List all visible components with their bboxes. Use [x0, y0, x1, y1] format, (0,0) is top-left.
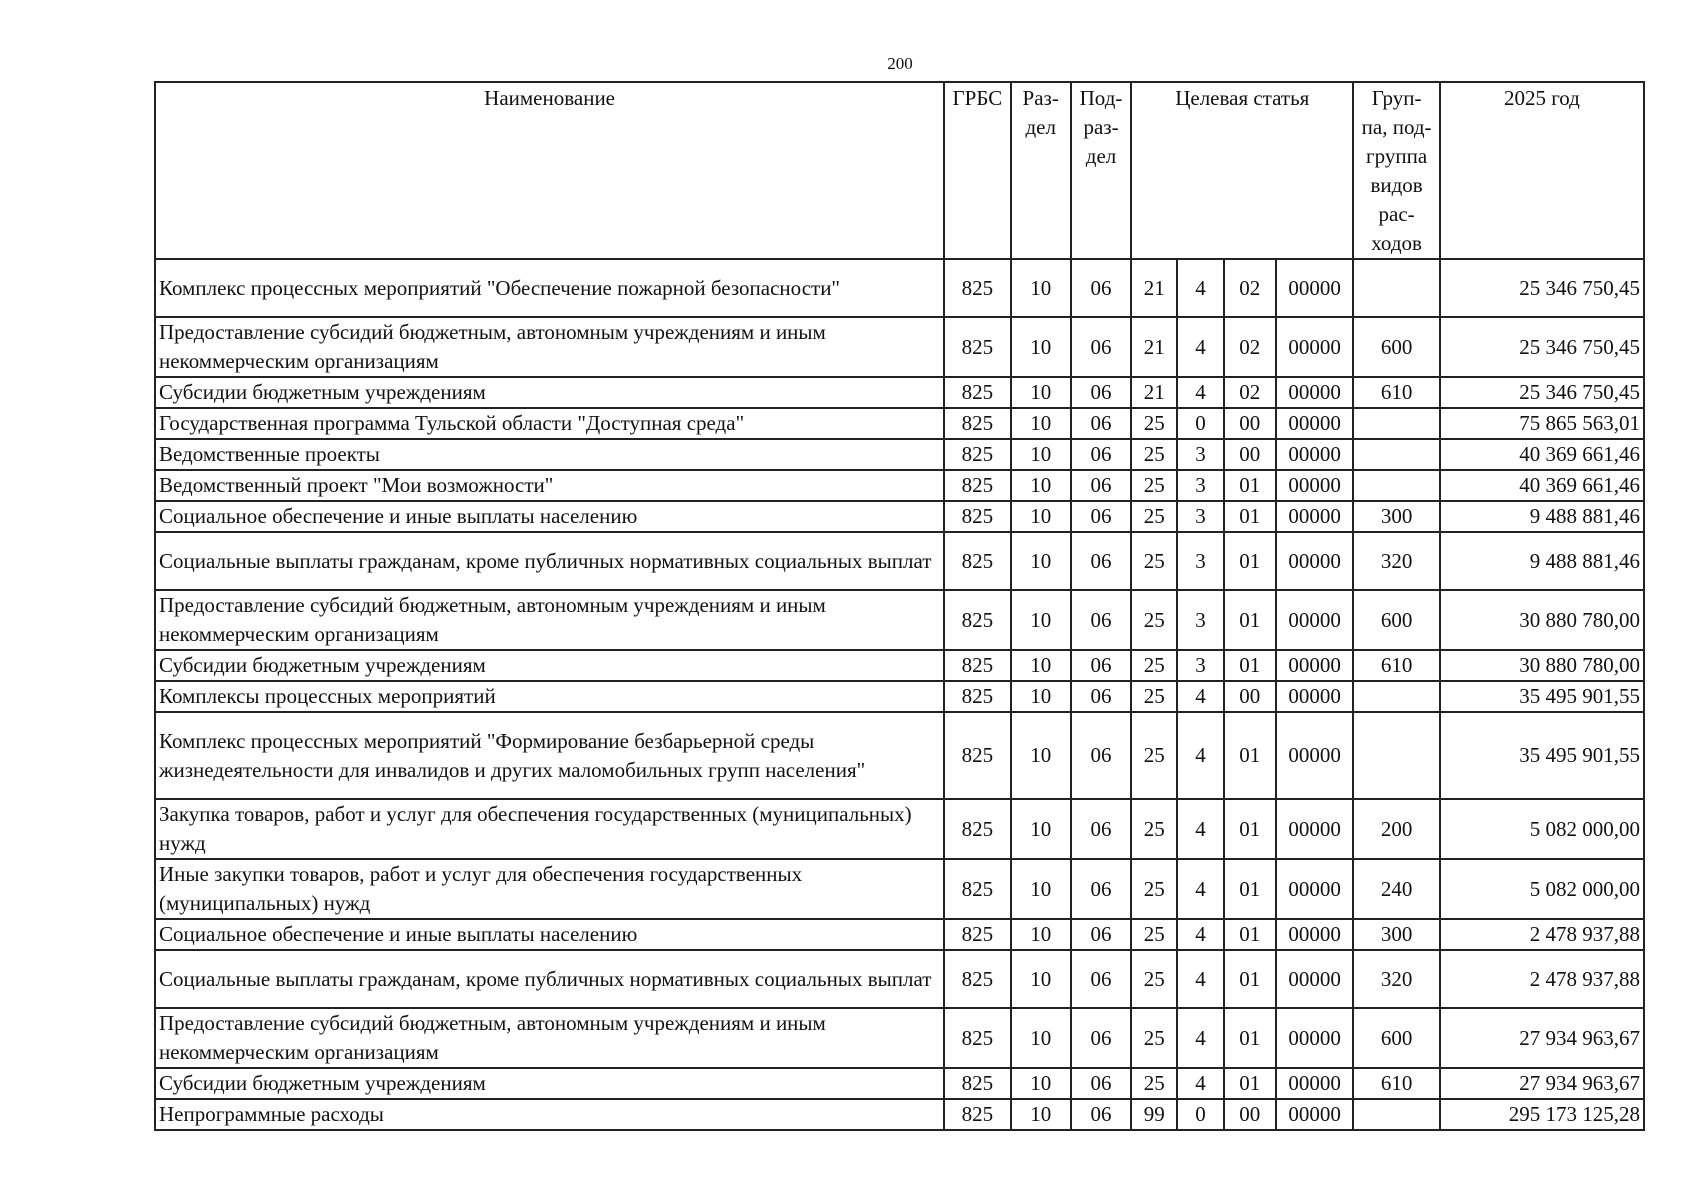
table-row [155, 1099, 1644, 1130]
cell-razdel: 10 [1011, 470, 1071, 501]
cell-target-structure: 01 [1224, 950, 1276, 1008]
cell-target-structure: 01 [1224, 712, 1276, 799]
cell-amount: 35 495 901,55 [1440, 681, 1644, 712]
cell-target-type: 4 [1177, 317, 1223, 377]
cell-amount: 2 478 937,88 [1440, 919, 1644, 950]
cell-target-direction: 00000 [1276, 919, 1353, 950]
cell-expense-group: 300 [1353, 919, 1439, 950]
cell-target-program: 25 [1131, 501, 1177, 532]
cell-target-program: 21 [1131, 377, 1177, 408]
table-row [155, 859, 1644, 919]
cell-target-direction: 00000 [1276, 1008, 1353, 1068]
cell-grbs: 825 [944, 470, 1010, 501]
cell-name: Предоставление субсидий бюджетным, автономным учреждениям и иным некоммерческим организациям [155, 590, 944, 650]
cell-target-direction: 00000 [1276, 712, 1353, 799]
cell-target-program: 25 [1131, 919, 1177, 950]
cell-podrazdel: 06 [1071, 650, 1131, 681]
cell-expense-group [1353, 439, 1439, 470]
cell-target-structure: 00 [1224, 439, 1276, 470]
cell-target-type: 4 [1177, 681, 1223, 712]
cell-razdel: 10 [1011, 1099, 1071, 1130]
cell-target-program: 25 [1131, 408, 1177, 439]
cell-expense-group: 610 [1353, 1068, 1439, 1099]
cell-name: Непрограммные расходы [155, 1099, 944, 1130]
cell-target-direction: 00000 [1276, 1068, 1353, 1099]
cell-podrazdel: 06 [1071, 590, 1131, 650]
table-row [155, 408, 1644, 439]
table-row [155, 439, 1644, 470]
budget-table [154, 81, 1645, 1131]
cell-name: Комплексы процессных мероприятий [155, 681, 944, 712]
cell-target-type: 3 [1177, 501, 1223, 532]
cell-target-direction: 00000 [1276, 590, 1353, 650]
cell-expense-group [1353, 1099, 1439, 1130]
cell-podrazdel: 06 [1071, 681, 1131, 712]
cell-grbs: 825 [944, 259, 1010, 317]
cell-podrazdel: 06 [1071, 439, 1131, 470]
cell-razdel: 10 [1011, 712, 1071, 799]
table-row [155, 259, 1644, 317]
header-target-article: Целевая статья [1131, 82, 1353, 259]
header-year-2025: 2025 год [1440, 82, 1644, 259]
cell-expense-group: 320 [1353, 950, 1439, 1008]
table-row [155, 919, 1644, 950]
cell-target-program: 21 [1131, 259, 1177, 317]
cell-target-direction: 00000 [1276, 259, 1353, 317]
cell-podrazdel: 06 [1071, 1099, 1131, 1130]
cell-target-program: 99 [1131, 1099, 1177, 1130]
cell-grbs: 825 [944, 650, 1010, 681]
cell-expense-group: 200 [1353, 799, 1439, 859]
table-row [155, 317, 1644, 377]
cell-podrazdel: 06 [1071, 408, 1131, 439]
cell-target-type: 4 [1177, 259, 1223, 317]
page-number: 200 [887, 54, 913, 73]
cell-razdel: 10 [1011, 950, 1071, 1008]
cell-podrazdel: 06 [1071, 377, 1131, 408]
cell-target-direction: 00000 [1276, 317, 1353, 377]
cell-name: Предоставление субсидий бюджетным, автономным учреждениям и иным некоммерческим организациям [155, 317, 944, 377]
table-row [155, 1008, 1644, 1068]
cell-name: Ведомственные проекты [155, 439, 944, 470]
cell-target-direction: 00000 [1276, 470, 1353, 501]
cell-razdel: 10 [1011, 408, 1071, 439]
cell-grbs: 825 [944, 712, 1010, 799]
cell-amount: 35 495 901,55 [1440, 712, 1644, 799]
cell-razdel: 10 [1011, 799, 1071, 859]
cell-grbs: 825 [944, 439, 1010, 470]
cell-expense-group: 600 [1353, 590, 1439, 650]
cell-expense-group: 600 [1353, 1008, 1439, 1068]
cell-target-structure: 02 [1224, 317, 1276, 377]
cell-target-structure: 01 [1224, 501, 1276, 532]
cell-target-direction: 00000 [1276, 377, 1353, 408]
cell-target-program: 25 [1131, 950, 1177, 1008]
cell-target-program: 25 [1131, 650, 1177, 681]
header-grbs: ГРБС [944, 82, 1010, 259]
cell-grbs: 825 [944, 681, 1010, 712]
cell-target-program: 25 [1131, 1068, 1177, 1099]
table-body [155, 259, 1644, 1130]
cell-target-structure: 01 [1224, 1068, 1276, 1099]
cell-name: Комплекс процессных мероприятий "Обеспечение пожарной безопасности" [155, 259, 944, 317]
cell-target-structure: 01 [1224, 590, 1276, 650]
cell-target-type: 4 [1177, 377, 1223, 408]
cell-target-type: 4 [1177, 1008, 1223, 1068]
cell-name: Предоставление субсидий бюджетным, автономным учреждениям и иным некоммерческим организациям [155, 1008, 944, 1068]
cell-podrazdel: 06 [1071, 501, 1131, 532]
cell-razdel: 10 [1011, 532, 1071, 590]
cell-razdel: 10 [1011, 859, 1071, 919]
cell-amount: 30 880 780,00 [1440, 650, 1644, 681]
cell-target-structure: 01 [1224, 859, 1276, 919]
table-row [155, 950, 1644, 1008]
cell-name: Комплекс процессных мероприятий "Формирование безбарьерной среды жизнедеятельности для инвалидов и других маломобильных групп населения" [155, 712, 944, 799]
cell-grbs: 825 [944, 859, 1010, 919]
cell-amount: 5 082 000,00 [1440, 799, 1644, 859]
cell-expense-group [1353, 712, 1439, 799]
cell-target-structure: 02 [1224, 259, 1276, 317]
cell-grbs: 825 [944, 1068, 1010, 1099]
cell-grbs: 825 [944, 919, 1010, 950]
cell-amount: 40 369 661,46 [1440, 439, 1644, 470]
cell-razdel: 10 [1011, 317, 1071, 377]
cell-target-structure: 01 [1224, 470, 1276, 501]
cell-podrazdel: 06 [1071, 470, 1131, 501]
cell-grbs: 825 [944, 408, 1010, 439]
cell-target-program: 25 [1131, 681, 1177, 712]
cell-target-type: 3 [1177, 470, 1223, 501]
cell-razdel: 10 [1011, 377, 1071, 408]
cell-razdel: 10 [1011, 259, 1071, 317]
cell-target-direction: 00000 [1276, 408, 1353, 439]
cell-expense-group: 600 [1353, 317, 1439, 377]
cell-grbs: 825 [944, 590, 1010, 650]
cell-target-type: 0 [1177, 408, 1223, 439]
cell-amount: 30 880 780,00 [1440, 590, 1644, 650]
cell-razdel: 10 [1011, 919, 1071, 950]
cell-grbs: 825 [944, 1008, 1010, 1068]
cell-expense-group: 610 [1353, 650, 1439, 681]
cell-target-structure: 01 [1224, 919, 1276, 950]
cell-target-program: 25 [1131, 799, 1177, 859]
table-row [155, 377, 1644, 408]
table-row [155, 712, 1644, 799]
cell-name: Субсидии бюджетным учреждениям [155, 1068, 944, 1099]
cell-target-type: 4 [1177, 712, 1223, 799]
cell-podrazdel: 06 [1071, 712, 1131, 799]
cell-razdel: 10 [1011, 681, 1071, 712]
cell-target-type: 3 [1177, 532, 1223, 590]
table-row [155, 532, 1644, 590]
cell-target-structure: 00 [1224, 681, 1276, 712]
cell-razdel: 10 [1011, 650, 1071, 681]
cell-podrazdel: 06 [1071, 317, 1131, 377]
table-row [155, 1068, 1644, 1099]
table-row [155, 590, 1644, 650]
cell-target-direction: 00000 [1276, 1099, 1353, 1130]
cell-grbs: 825 [944, 1099, 1010, 1130]
cell-target-program: 25 [1131, 532, 1177, 590]
cell-target-program: 25 [1131, 1008, 1177, 1068]
cell-target-direction: 00000 [1276, 650, 1353, 681]
cell-target-direction: 00000 [1276, 799, 1353, 859]
cell-target-type: 3 [1177, 650, 1223, 681]
cell-target-structure: 01 [1224, 650, 1276, 681]
cell-expense-group: 300 [1353, 501, 1439, 532]
cell-name: Закупка товаров, работ и услуг для обеспечения государственных (муниципальных) нужд [155, 799, 944, 859]
cell-amount: 25 346 750,45 [1440, 377, 1644, 408]
cell-razdel: 10 [1011, 501, 1071, 532]
cell-target-direction: 00000 [1276, 950, 1353, 1008]
cell-podrazdel: 06 [1071, 532, 1131, 590]
cell-name: Социальные выплаты гражданам, кроме публичных нормативных социальных выплат [155, 950, 944, 1008]
cell-target-type: 4 [1177, 859, 1223, 919]
cell-grbs: 825 [944, 799, 1010, 859]
cell-grbs: 825 [944, 950, 1010, 1008]
cell-name: Государственная программа Тульской области "Доступная среда" [155, 408, 944, 439]
table-row [155, 470, 1644, 501]
cell-podrazdel: 06 [1071, 259, 1131, 317]
cell-razdel: 10 [1011, 1008, 1071, 1068]
cell-amount: 9 488 881,46 [1440, 532, 1644, 590]
cell-target-type: 3 [1177, 590, 1223, 650]
cell-expense-group [1353, 259, 1439, 317]
cell-amount: 25 346 750,45 [1440, 259, 1644, 317]
cell-target-direction: 00000 [1276, 439, 1353, 470]
cell-expense-group [1353, 408, 1439, 439]
cell-razdel: 10 [1011, 439, 1071, 470]
table-row [155, 681, 1644, 712]
cell-target-structure: 01 [1224, 799, 1276, 859]
cell-name: Социальное обеспечение и иные выплаты населению [155, 919, 944, 950]
cell-expense-group [1353, 681, 1439, 712]
cell-name: Социальные выплаты гражданам, кроме публичных нормативных социальных выплат [155, 532, 944, 590]
cell-amount: 75 865 563,01 [1440, 408, 1644, 439]
table-row [155, 650, 1644, 681]
cell-target-direction: 00000 [1276, 501, 1353, 532]
cell-razdel: 10 [1011, 1068, 1071, 1099]
cell-razdel: 10 [1011, 590, 1071, 650]
table-header-row [155, 82, 1644, 259]
cell-target-program: 25 [1131, 439, 1177, 470]
header-razdel: Раз- дел [1011, 82, 1071, 259]
cell-podrazdel: 06 [1071, 859, 1131, 919]
cell-target-program: 25 [1131, 712, 1177, 799]
header-name: Наименование [155, 82, 944, 259]
cell-target-structure: 00 [1224, 408, 1276, 439]
cell-target-type: 4 [1177, 919, 1223, 950]
cell-podrazdel: 06 [1071, 1008, 1131, 1068]
cell-target-type: 4 [1177, 1068, 1223, 1099]
cell-amount: 2 478 937,88 [1440, 950, 1644, 1008]
cell-amount: 40 369 661,46 [1440, 470, 1644, 501]
cell-amount: 25 346 750,45 [1440, 317, 1644, 377]
cell-name: Иные закупки товаров, работ и услуг для обеспечения государственных (муниципальных) нужд [155, 859, 944, 919]
cell-target-program: 21 [1131, 317, 1177, 377]
cell-expense-group [1353, 470, 1439, 501]
cell-podrazdel: 06 [1071, 1068, 1131, 1099]
header-podrazdel: Под- раз- дел [1071, 82, 1131, 259]
cell-target-type: 4 [1177, 799, 1223, 859]
cell-target-program: 25 [1131, 859, 1177, 919]
cell-target-structure: 01 [1224, 532, 1276, 590]
cell-expense-group: 240 [1353, 859, 1439, 919]
table-row [155, 501, 1644, 532]
header-expense-group: Груп- па, под- группа видов рас- ходов [1353, 82, 1439, 259]
cell-amount: 295 173 125,28 [1440, 1099, 1644, 1130]
cell-target-structure: 02 [1224, 377, 1276, 408]
cell-podrazdel: 06 [1071, 799, 1131, 859]
cell-grbs: 825 [944, 317, 1010, 377]
cell-expense-group: 320 [1353, 532, 1439, 590]
cell-amount: 9 488 881,46 [1440, 501, 1644, 532]
cell-name: Субсидии бюджетным учреждениям [155, 650, 944, 681]
cell-grbs: 825 [944, 377, 1010, 408]
cell-name: Ведомственный проект "Мои возможности" [155, 470, 944, 501]
cell-target-type: 3 [1177, 439, 1223, 470]
cell-target-program: 25 [1131, 590, 1177, 650]
cell-grbs: 825 [944, 501, 1010, 532]
cell-target-direction: 00000 [1276, 532, 1353, 590]
cell-target-type: 0 [1177, 1099, 1223, 1130]
cell-target-program: 25 [1131, 470, 1177, 501]
cell-target-direction: 00000 [1276, 681, 1353, 712]
cell-target-direction: 00000 [1276, 859, 1353, 919]
cell-grbs: 825 [944, 532, 1010, 590]
cell-amount: 27 934 963,67 [1440, 1008, 1644, 1068]
cell-name: Социальное обеспечение и иные выплаты населению [155, 501, 944, 532]
cell-amount: 5 082 000,00 [1440, 859, 1644, 919]
cell-target-structure: 00 [1224, 1099, 1276, 1130]
cell-podrazdel: 06 [1071, 919, 1131, 950]
cell-target-structure: 01 [1224, 1008, 1276, 1068]
cell-name: Субсидии бюджетным учреждениям [155, 377, 944, 408]
cell-target-type: 4 [1177, 950, 1223, 1008]
table-row [155, 799, 1644, 859]
cell-podrazdel: 06 [1071, 950, 1131, 1008]
cell-expense-group: 610 [1353, 377, 1439, 408]
cell-amount: 27 934 963,67 [1440, 1068, 1644, 1099]
